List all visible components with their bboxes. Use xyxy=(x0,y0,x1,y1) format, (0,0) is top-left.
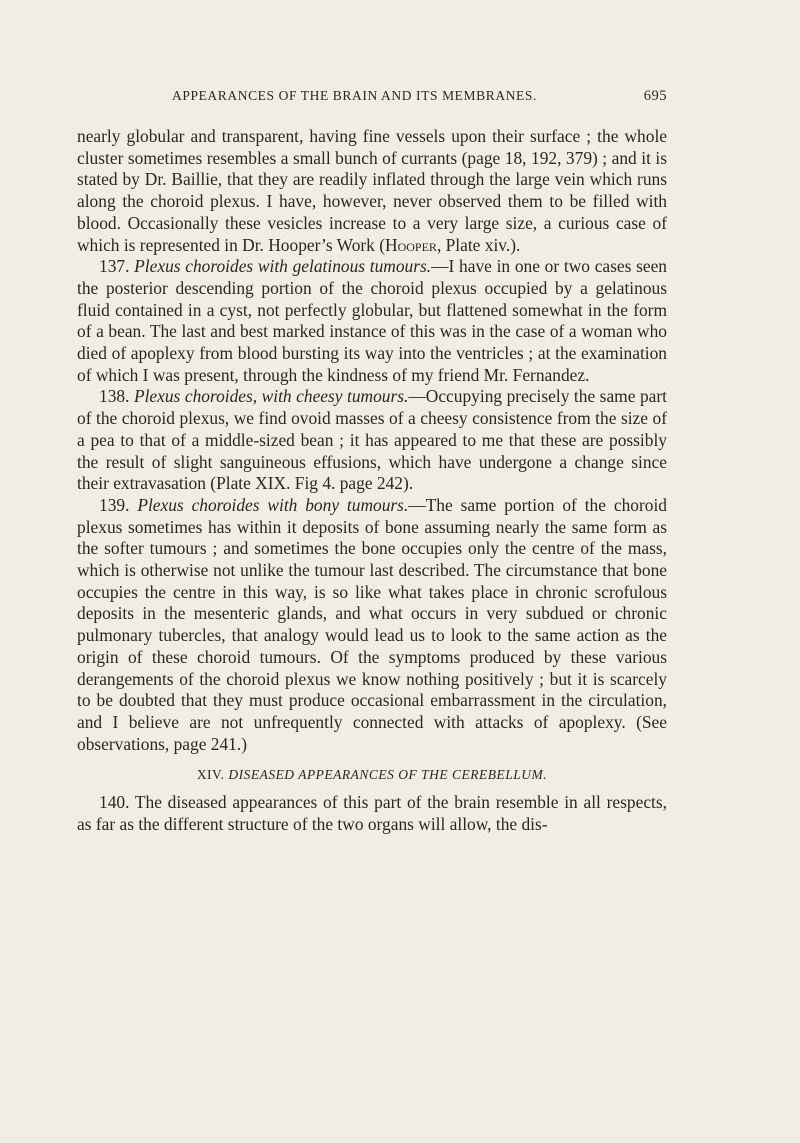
section-number: 140. xyxy=(99,792,130,813)
opening-text-b: , Plate xiv.). xyxy=(436,234,521,255)
section-body: —Occupying precisely the same part of the choroid plexus, we find ovoid masses of a cheesy consistence from the size of a pea to that of a middle-sized bean ; it has appeared to me that these are possibly the result of slight sanguineous effusions, which have undergone a change since their extravasation (Plate XIX. Fig 4. page 242). xyxy=(77,386,667,494)
section-body: The diseased appearances of this part of the brain resemble in all respects, as far as the different structure of the two organs will allow, the dis- xyxy=(77,792,667,835)
book-page xyxy=(77,88,667,836)
section-number: 137. xyxy=(99,256,130,277)
section-137 xyxy=(77,256,667,386)
running-title: APPEARANCES OF THE BRAIN AND ITS MEMBRANES. xyxy=(172,88,537,103)
section-body: —The same portion of the choroid plexus sometimes has within it deposits of bone assuming nearly the same form as the softer tumours ; and sometimes the bone occupies only the centre of the mass, which is otherwise not unlike the tumour last described. The circumstance that bone occupies the centre in this way, is so like what takes place in chronic scrofulous deposits in the mesenteric glands, and what occurs in very subdued or chronic pulmonary tubercles, that analogy would lead us to look to the same action as the origin of these choroid tumours. Of the symptoms produced by these various derangements of the choroid plexus we know nothing positively ; but it is scarcely to be doubted that they must produce occasional embarrassment in the circulation, and I believe are not unfrequently connected with attacks of apoplexy. (See observations, page 241.) xyxy=(77,494,667,754)
section-139 xyxy=(77,495,667,755)
section-138 xyxy=(77,386,667,495)
section-body: —I have in one or two cases seen the posterior descending portion of the choroid plexus occupied by a gelatinous fluid contained in a cyst, not perfectly globular, but flattened somewhat in the form of a bean. The last and best marked instance of this was in the case of a woman who died of apoplexy from blood bursting its way into the ventricles ; at the examination of which I was present, through the kindness of my friend Mr. Fernandez. xyxy=(77,256,668,385)
section-heading-italic: Plexus choroides with gelatinous tumours. xyxy=(134,256,432,277)
running-header xyxy=(77,88,667,118)
section-roman-number: XIV. xyxy=(196,767,225,783)
section-number: 138. xyxy=(99,386,130,407)
page-number: 695 xyxy=(643,88,667,104)
chapter-section-heading xyxy=(77,766,667,784)
opening-paragraph xyxy=(77,126,667,256)
citation-author: Hooper xyxy=(385,234,437,255)
section-140 xyxy=(77,792,667,835)
body-text xyxy=(77,126,667,836)
section-heading-italic: Plexus choroides, with cheesy tumours. xyxy=(133,386,409,407)
opening-text-a: nearly globular and transparent, having fine vessels upon their surface ; the whole cluster sometimes resembles a small bunch of currants (page 18, 192, 379) ; and it is stated by Dr. Baillie, that they are readily inflated through the large vein which runs along the choroid plexus. I have, however, never observed them to be filled with blood. Occasionally these vesicles increase to a very large size, a curious case of which is represented in Dr. Hooper’s Work ( xyxy=(77,126,667,255)
section-heading-italic: Plexus choroides with bony tumours. xyxy=(137,494,409,515)
section-number: 139. xyxy=(99,494,130,515)
section-heading-title: DISEASED APPEARANCES OF THE CEREBELLUM. xyxy=(228,767,548,783)
